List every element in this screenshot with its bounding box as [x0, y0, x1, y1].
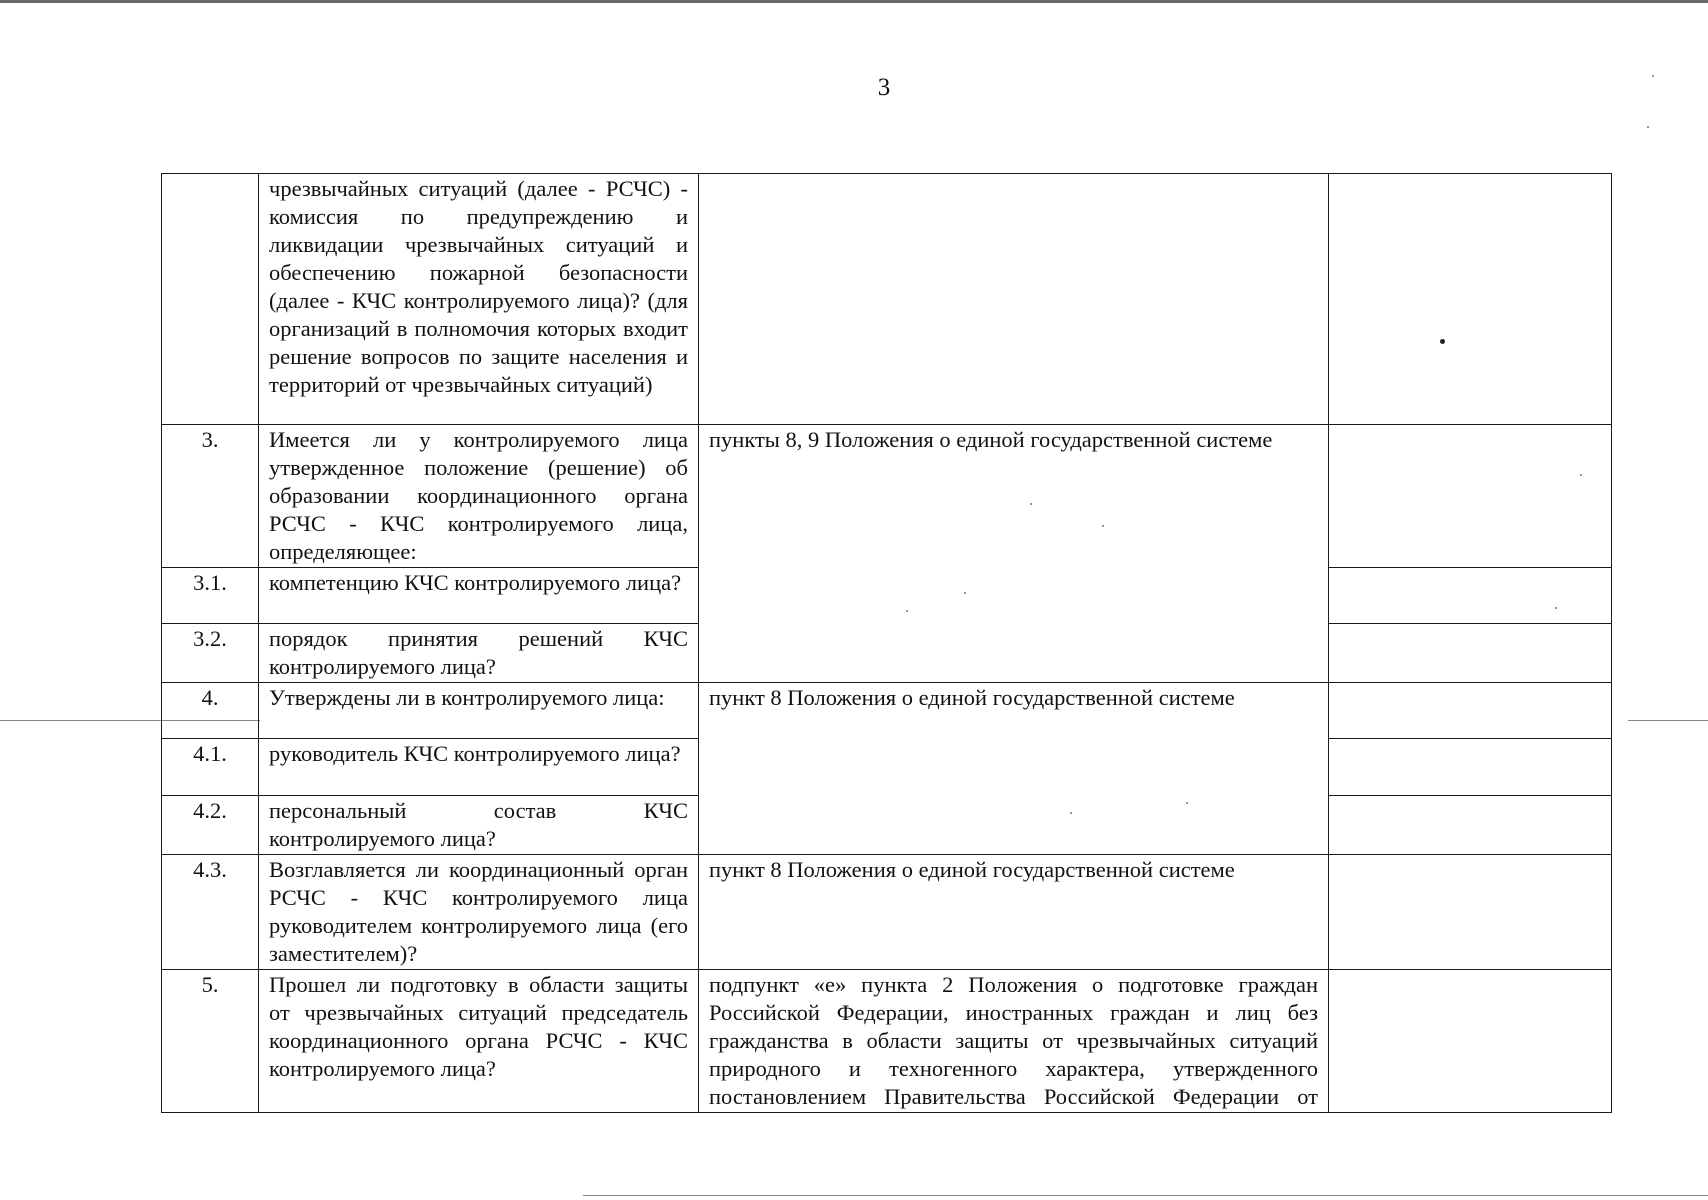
- answer-cell: [1329, 568, 1612, 624]
- checklist-table: [161, 173, 1612, 1113]
- question-text: чрезвычайных ситуаций (далее - РСЧС) - комиссия по предупреждению и ликвидации чрезвычайных ситуаций и обеспечению пожарной безопасности (далее - КЧС контролируемого лица)? (для организаций в полномочия которых входит решение вопросов по защите населения и территорий от чрезвычайных ситуаций): [259, 174, 699, 425]
- table-row: [162, 970, 1612, 1113]
- answer-cell: [1329, 174, 1612, 425]
- answer-cell: [1329, 425, 1612, 568]
- row-number: 4.1.: [162, 739, 259, 796]
- answer-cell: [1329, 739, 1612, 796]
- scan-edge-bottom: [583, 1195, 1708, 1196]
- scan-speck: [964, 592, 966, 594]
- answer-cell: [1329, 683, 1612, 739]
- scan-speck: [1030, 503, 1032, 505]
- question-text: Возглавляется ли координационный орган РСЧС - КЧС контролируемого лица руководителем контролируемого лица (его заместителем)?: [259, 855, 699, 970]
- table-row: [162, 683, 1612, 739]
- scan-speck: [1102, 525, 1104, 527]
- question-text: руководитель КЧС контролируемого лица?: [259, 739, 699, 796]
- scan-edge: [0, 0, 1708, 3]
- table-row: [162, 855, 1612, 970]
- row-number: 4.2.: [162, 796, 259, 855]
- row-number: 3.2.: [162, 624, 259, 683]
- reference-text: пункты 8, 9 Положения о единой государственной системе: [699, 425, 1329, 683]
- fold-mark-right: [1628, 720, 1708, 721]
- question-text: порядок принятия решений КЧС контролируемого лица?: [259, 624, 699, 683]
- question-text: персональный состав КЧС контролируемого лица?: [259, 796, 699, 855]
- answer-cell: [1329, 970, 1612, 1113]
- reference-text: подпункт «е» пункта 2 Положения о подготовке граждан Российской Федерации, иностранных граждан и лиц без гражданства в области защиты от чрезвычайных ситуаций природного и техногенного характера, утвержденного постановлением Правительства Российской Федерации от: [699, 970, 1329, 1113]
- question-text: Имеется ли у контролируемого лица утвержденное положение (решение) об образовании координационного органа РСЧС - КЧС контролируемого лица, определяющее:: [259, 425, 699, 568]
- scan-speck: [1555, 607, 1557, 609]
- question-text: Прошел ли подготовку в области защиты от чрезвычайных ситуаций председатель координационного органа РСЧС - КЧС контролируемого лица?: [259, 970, 699, 1113]
- reference-text: пункт 8 Положения о единой государственной системе: [699, 855, 1329, 970]
- question-text: Утверждены ли в контролируемого лица:: [259, 683, 699, 739]
- scan-speck: [1186, 802, 1188, 804]
- row-number: 5.: [162, 970, 259, 1113]
- row-number: 4.: [162, 683, 259, 739]
- row-number: 3.1.: [162, 568, 259, 624]
- table-row: [162, 174, 1612, 425]
- answer-cell: [1329, 624, 1612, 683]
- scan-speck: [1647, 126, 1649, 128]
- reference-text: [699, 174, 1329, 425]
- reference-text: пункт 8 Положения о единой государственной системе: [699, 683, 1329, 855]
- row-number: 3.: [162, 425, 259, 568]
- scan-speck: [1652, 75, 1654, 77]
- scan-speck: [906, 610, 908, 612]
- row-number: 4.3.: [162, 855, 259, 970]
- question-text: компетенцию КЧС контролируемого лица?: [259, 568, 699, 624]
- answer-cell: [1329, 796, 1612, 855]
- table-row: [162, 425, 1612, 568]
- row-number: [162, 174, 259, 425]
- scan-speck: [1580, 474, 1582, 476]
- scan-speck: [1440, 339, 1445, 344]
- page-number: 3: [877, 74, 891, 101]
- answer-cell: [1329, 855, 1612, 970]
- scan-speck: [1070, 812, 1072, 814]
